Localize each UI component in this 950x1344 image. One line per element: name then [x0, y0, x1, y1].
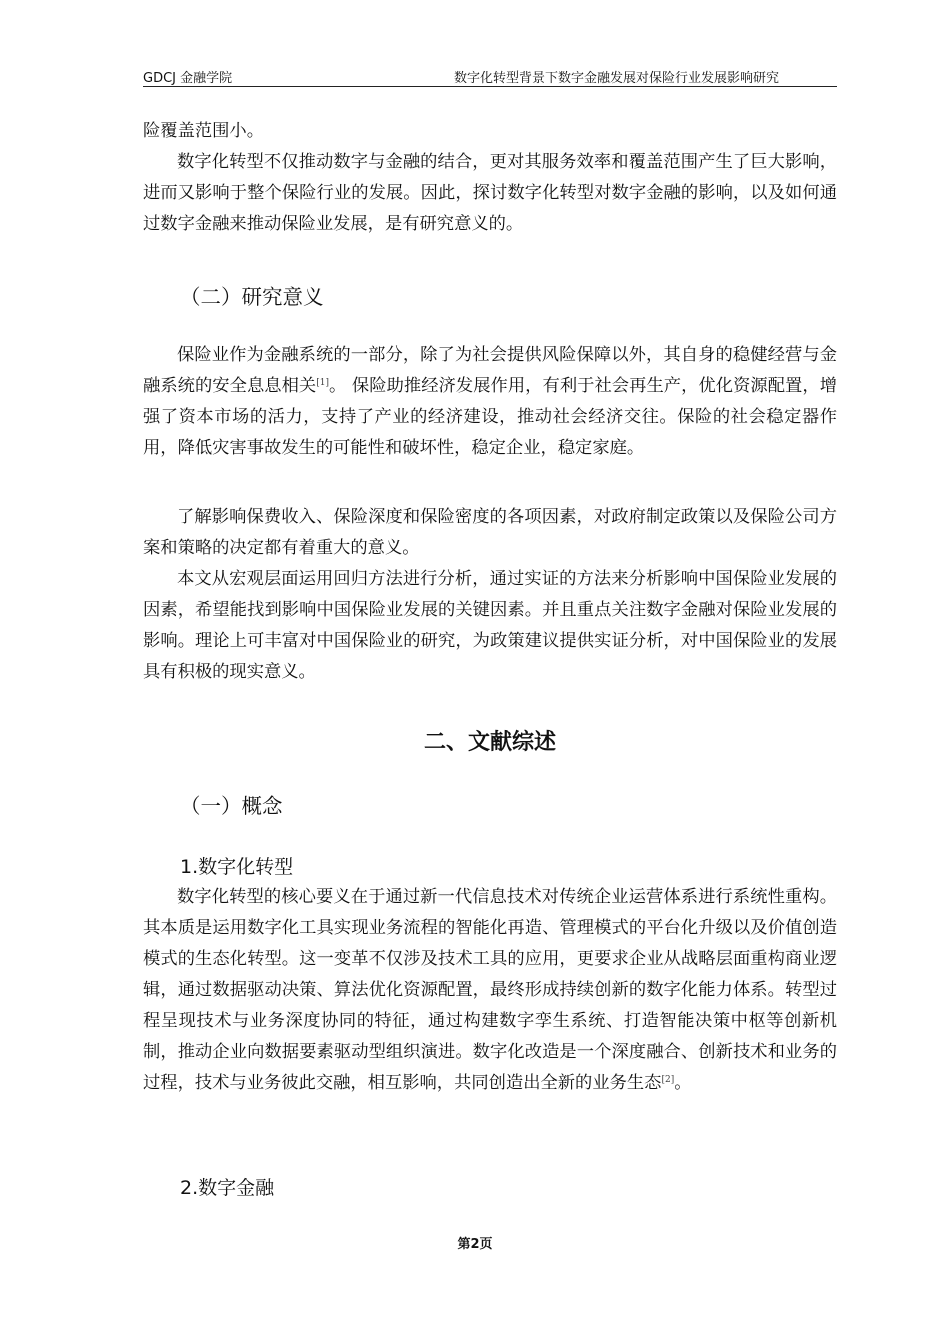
paragraph-continued: 险覆盖范围小。: [143, 121, 264, 141]
page-header: [143, 66, 837, 87]
paragraph-insurance-role: [143, 340, 837, 464]
header-title: 数字化转型背景下数字金融发展对保险行业发展影响研究: [453, 71, 779, 86]
paragraph-text: 。 保险助推经济发展作用，有利于社会再生产，优化资源配置，增强了资本市场的活力，支持了产业的经济建设，推动社会经济交往。保险的社会稳定器作用，降低灾害事故发生的可能性和破坏性，稳定企业，稳定家庭。: [143, 376, 837, 458]
citation-ref-1: [1]: [316, 378, 330, 388]
header-school: GDCJ 金融学院: [143, 71, 233, 86]
citation-ref-2: [2]: [661, 1075, 675, 1085]
page-number: 第2页: [457, 1237, 493, 1252]
subsection-heading-digital-finance: 2.数字金融: [180, 1177, 275, 1199]
paragraph-text: 。: [674, 1073, 692, 1093]
paragraph-text: 数字化转型的核心要义在于通过新一代信息技术对传统企业运营体系进行系统性重构。其本质是运用数字化工具实现业务流程的智能化再造、管理模式的平台化升级以及价值创造模式的生态化转型。这一变革不仅涉及技术工具的应用，更要求企业从战略层面重构商业逻辑，通过数据驱动决策、算法优化资源配置，最终形成持续创新的数字化能力体系。转型过程呈现技术与业务深度协同的特征，通过构建数字孪生系统、打造智能决策中枢等创新机制，推动企业向数据要素驱动型组织演进。数字化改造是一个深度融合、创新技术和业务的过程，技术与业务彼此交融，相互影响，共同创造出全新的业务生态: [143, 887, 837, 1093]
section-heading-research-significance: （二）研究意义: [180, 285, 324, 309]
paragraph-factors: 了解影响保费收入、保险深度和保险密度的各项因素，对政府制定政策以及保险公司方案和策略的决定都有着重大的意义。: [143, 507, 837, 558]
paragraph-text: 保险业作为金融系统的一部分，除了为社会提供风险保障以外，其自身的稳健经营与金融系统的安全息息相关: [143, 345, 837, 396]
paragraph-methodology: 本文从宏观层面运用回归方法进行分析，通过实证的方法来分析影响中国保险业发展的因素，希望能找到影响中国保险业发展的关键因素。并且重点关注数字金融对保险业发展的影响。理论上可丰富对中国保险业的研究，为政策建议提供实证分析，对中国保险业的发展具有积极的现实意义。: [143, 569, 837, 682]
chapter-heading-literature-review: 二、文献综述: [423, 730, 556, 755]
paragraph-digital-transformation-definition: [143, 882, 837, 1099]
paragraph-digital-transformation-impact: 数字化转型不仅推动数字与金融的结合，更对其服务效率和覆盖范围产生了巨大影响，进而又影响于整个保险行业的发展。因此，探讨数字化转型对数字金融的影响，以及如何通过数字金融来推动保险业发展，是有研究意义的。: [143, 152, 837, 234]
section-heading-concepts: （一）概念: [180, 794, 283, 818]
subsection-heading-digital-transformation: 1.数字化转型: [180, 856, 294, 878]
